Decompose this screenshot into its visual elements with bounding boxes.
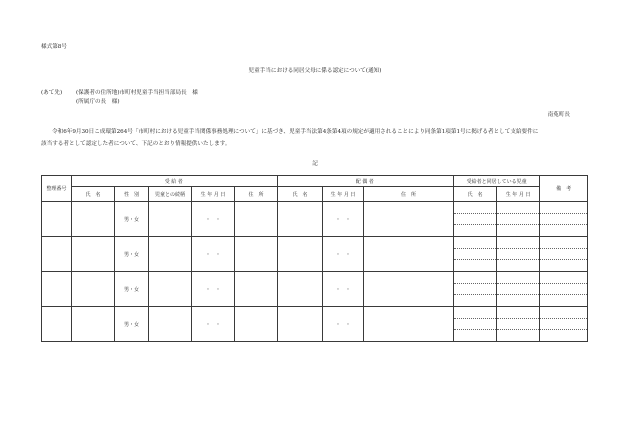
table-row bbox=[42, 237, 588, 272]
col-number-header: 整理番号 bbox=[42, 176, 72, 202]
table-row bbox=[42, 202, 588, 237]
relation-cell[interactable] bbox=[149, 272, 192, 307]
recipient-gender-header: 性 別 bbox=[115, 187, 149, 202]
relation-cell[interactable] bbox=[149, 202, 192, 237]
spouse-name-cell[interactable] bbox=[278, 237, 323, 272]
addressee-label: (あて先) bbox=[41, 90, 63, 96]
child-dob-cell[interactable] bbox=[497, 307, 540, 342]
recipient-dob-header: 生 年 月 日 bbox=[192, 187, 235, 202]
recipient-address-header: 住 所 bbox=[235, 187, 278, 202]
relation-cell[interactable] bbox=[149, 307, 192, 342]
number-cell[interactable] bbox=[42, 237, 72, 272]
recipient-address-cell[interactable] bbox=[235, 202, 278, 237]
child-dob-header: 生 年 月 日 bbox=[497, 187, 540, 202]
spouse-name-header: 氏 名 bbox=[278, 187, 323, 202]
group-child-header: 受給者と同居している児童 bbox=[454, 176, 540, 187]
remarks-cell[interactable] bbox=[540, 272, 588, 307]
recipient-dob-cell[interactable]: ・ ・ bbox=[192, 272, 235, 307]
child-name-cell[interactable] bbox=[454, 272, 497, 307]
spouse-name-cell[interactable] bbox=[278, 202, 323, 237]
remarks-cell[interactable] bbox=[540, 307, 588, 342]
spouse-address-cell[interactable] bbox=[364, 307, 454, 342]
recipient-address-cell[interactable] bbox=[235, 272, 278, 307]
remarks-cell[interactable] bbox=[540, 237, 588, 272]
spouse-dob-cell[interactable]: ・ ・ bbox=[323, 272, 364, 307]
number-cell[interactable] bbox=[42, 272, 72, 307]
spouse-dob-cell[interactable]: ・ ・ bbox=[323, 202, 364, 237]
recipient-name-cell[interactable] bbox=[72, 272, 115, 307]
gender-cell[interactable]: 男・女 bbox=[115, 202, 149, 237]
child-name-header: 氏 名 bbox=[454, 187, 497, 202]
addressee-line-1: (保護者の住所地)市町村児童手当担当部局長 様 bbox=[76, 90, 198, 96]
sender-name: 南菟町長 bbox=[547, 112, 570, 118]
spouse-name-cell[interactable] bbox=[278, 307, 323, 342]
document-title: 児童手当における同居父母に係る認定について(通知) bbox=[248, 68, 382, 74]
recipient-dob-cell[interactable]: ・ ・ bbox=[192, 237, 235, 272]
addressee-line-2: (所属庁の長 様) bbox=[76, 99, 120, 105]
child-name-cell[interactable] bbox=[454, 237, 497, 272]
spouse-dob-cell[interactable]: ・ ・ bbox=[323, 237, 364, 272]
group-recipient-header: 受給者 bbox=[72, 176, 278, 187]
ki-heading: 記 bbox=[312, 161, 318, 167]
gender-cell[interactable]: 男・女 bbox=[115, 237, 149, 272]
recipient-address-cell[interactable] bbox=[235, 307, 278, 342]
gender-cell[interactable]: 男・女 bbox=[115, 272, 149, 307]
recipient-name-header: 氏 名 bbox=[72, 187, 115, 202]
relation-cell[interactable] bbox=[149, 237, 192, 272]
spouse-dob-header: 生 年 月 日 bbox=[323, 187, 364, 202]
recipient-dob-cell[interactable]: ・ ・ bbox=[192, 202, 235, 237]
spouse-address-cell[interactable] bbox=[364, 202, 454, 237]
recipient-relation-header: 児童との続柄 bbox=[149, 187, 192, 202]
child-dob-cell[interactable] bbox=[497, 237, 540, 272]
remarks-cell[interactable] bbox=[540, 202, 588, 237]
recipient-name-cell[interactable] bbox=[72, 307, 115, 342]
child-name-cell[interactable] bbox=[454, 202, 497, 237]
spouse-address-header: 住 所 bbox=[364, 187, 454, 202]
spouse-address-cell[interactable] bbox=[364, 272, 454, 307]
form-number: 様式第8号 bbox=[41, 44, 67, 50]
notification-table bbox=[41, 175, 588, 342]
spouse-name-cell[interactable] bbox=[278, 272, 323, 307]
recipient-dob-cell[interactable]: ・ ・ bbox=[192, 307, 235, 342]
child-name-cell[interactable] bbox=[454, 307, 497, 342]
spouse-dob-cell[interactable]: ・ ・ bbox=[323, 307, 364, 342]
body-text-line-2: 該当する者として認定した者について、下記のとおり情報提供いたします。 bbox=[41, 141, 231, 147]
number-cell[interactable] bbox=[42, 307, 72, 342]
number-cell[interactable] bbox=[42, 202, 72, 237]
recipient-address-cell[interactable] bbox=[235, 237, 278, 272]
gender-cell[interactable]: 男・女 bbox=[115, 307, 149, 342]
child-dob-cell[interactable] bbox=[497, 202, 540, 237]
group-spouse-header: 配偶者 bbox=[278, 176, 454, 187]
recipient-name-cell[interactable] bbox=[72, 237, 115, 272]
table-row bbox=[42, 307, 588, 342]
child-dob-cell[interactable] bbox=[497, 272, 540, 307]
table-row bbox=[42, 272, 588, 307]
spouse-address-cell[interactable] bbox=[364, 237, 454, 272]
recipient-name-cell[interactable] bbox=[72, 202, 115, 237]
col-remarks-header: 備 考 bbox=[540, 176, 588, 202]
body-text-line-1: 令和6年9月30日こ成環第264号「市町村における児童手当関係事務処理について」に基づき、児童手当法第4条第4項の規定が適用されることにより同条第1項第1号に掲げる者として支給要件に bbox=[52, 129, 539, 135]
